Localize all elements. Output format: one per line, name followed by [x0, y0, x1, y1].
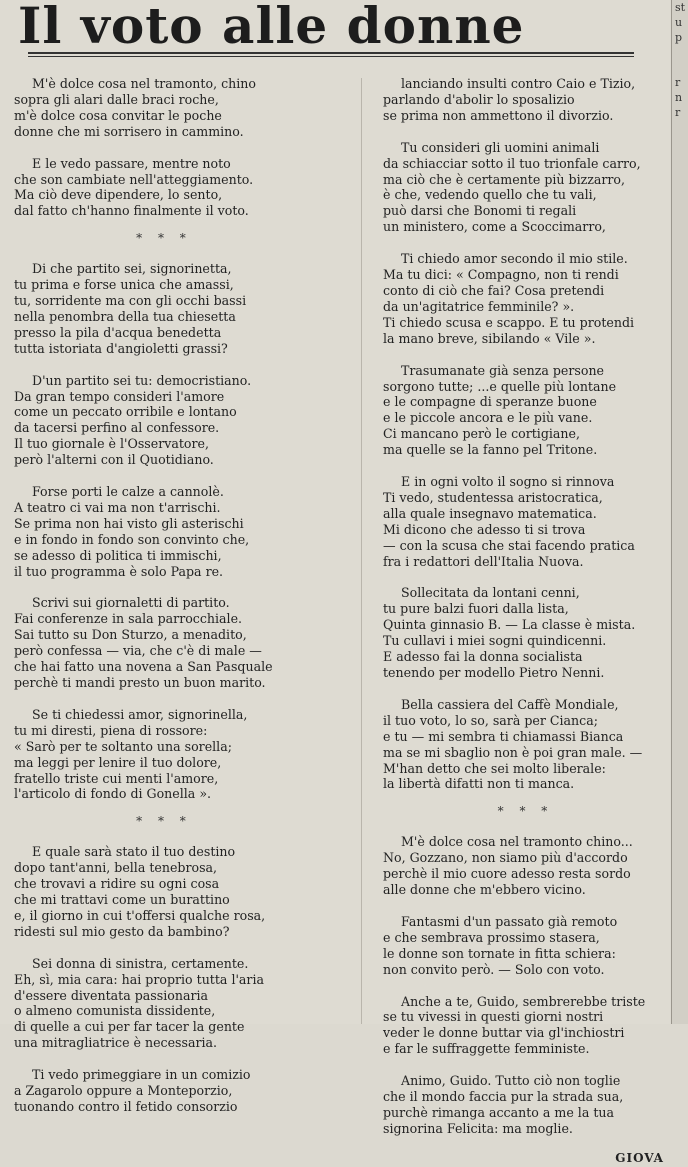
poem-line: Se prima non hai visto gli asterischi — [14, 515, 244, 531]
poem-line: Tu consideri gli uomini animali — [401, 139, 600, 155]
poem-line: come un peccato orribile e lontano — [14, 404, 237, 420]
poem-stanza — [383, 994, 668, 1058]
poem-line: sorgono tutte; ...e quelle più lontane — [383, 378, 617, 394]
poem-line: non convito però. — Solo con voto. — [383, 961, 605, 977]
poem-line: dal fatto ch'hanno finalmente il voto. — [14, 203, 249, 219]
poem-line: un ministero, come a Scoccimarro, — [383, 219, 606, 235]
poem-line: Quinta ginnasio B. — La classe è mista. — [383, 617, 636, 633]
poem-line: Da gran tempo consideri l'amore — [14, 388, 225, 404]
poem-line: fratello triste cui menti l'amore, — [14, 770, 219, 786]
poem-line: Di che partito sei, signorinetta, — [32, 261, 232, 277]
poem-stanza — [14, 956, 344, 1051]
edge-fragment-text: p — [675, 31, 683, 44]
poem-line: la mano breve, sibilando « Vile ». — [383, 330, 596, 346]
poem-stanza — [383, 140, 668, 235]
poem-line: è che, vedendo quello che tu vali, — [383, 187, 597, 203]
poem-stanza — [383, 697, 668, 792]
poem-stanza — [14, 1067, 344, 1115]
poem-line: ma ciò che è certamente più bizzarro, — [383, 171, 626, 187]
poem-line: il tuo programma è solo Papa re. — [14, 563, 224, 579]
poem-line: Scrivi sui giornaletti di partito. — [32, 595, 230, 611]
poem-stanza — [14, 707, 344, 802]
poem-line: da tacersi perfino al confessore. — [14, 420, 220, 436]
poem-line: e, il giorno in cui t'offersi qualche rosa, — [14, 907, 266, 923]
poem-stanza — [383, 834, 668, 898]
poem-line: a Zagarolo oppure a Monteporzio, — [14, 1083, 233, 1099]
poem-line: No, Gozzano, non siamo più d'accordo — [383, 850, 628, 866]
left-column — [14, 76, 344, 1131]
poem-line: — con la scusa che stai facendo pratica — [383, 537, 635, 553]
poem-stanza — [14, 484, 344, 579]
section-separator: * * * — [497, 804, 554, 819]
poem-line: Sollecitata da lontani cenni, — [401, 585, 580, 601]
author-signature: GIOVA — [615, 1150, 664, 1165]
poem-line: però confessa — via, che c'è di male — — [14, 643, 262, 659]
poem-line: tu, sorridente ma con gli occhi bassi — [14, 292, 247, 308]
poem-line: dopo tant'anni, bella tenebrosa, — [14, 860, 218, 876]
poem-line: e che sembrava prossimo stasera, — [383, 929, 600, 945]
poem-line: M'è dolce cosa nel tramonto, chino — [32, 76, 256, 91]
poem-line: E adesso fai la donna socialista — [383, 649, 583, 665]
poem-line: tenendo per modello Pietro Nenni. — [383, 665, 605, 680]
poem-line: alle donne che m'ebbero vicino. — [383, 881, 586, 897]
article-title: Il voto alle donne — [18, 0, 525, 55]
poem-line: che hai fatto una novena a San Pasquale — [14, 659, 273, 675]
poem-line: Ma tu dici: « Compagno, non ti rendi — [383, 267, 619, 283]
poem-stanza — [14, 76, 344, 140]
poem-line: Il tuo giornale è l'Osservatore, — [14, 436, 209, 452]
poem-stanza — [383, 251, 668, 346]
poem-stanza — [14, 156, 344, 220]
poem-line: Ti chiedo scusa e scappo. E tu protendi — [383, 314, 635, 330]
poem-line: ma leggi per lenire il tuo dolore, — [14, 754, 222, 770]
right-column — [383, 76, 668, 1167]
poem-line: tutta istoriata d'angioletti grassi? — [14, 340, 228, 356]
edge-fragment-text: n — [675, 91, 683, 104]
poem-line: perchè il mio cuore adesso resta sordo — [383, 866, 631, 882]
edge-fragment-text — [672, 60, 688, 75]
poem-line: veder le donne buttar via gl'inchiostri — [383, 1025, 625, 1041]
poem-line: parlando d'abolir lo sposalizio — [383, 91, 575, 107]
poem-line: ma se mi sbaglio non è poi gran male. — — [383, 744, 643, 760]
poem-stanza — [383, 585, 668, 680]
poem-line: Ti vedo primeggiare in un comizio — [32, 1067, 251, 1083]
poem-line: purchè rimanga accanto a me la tua — [383, 1104, 615, 1120]
poem-line: perchè ti mandi presto un buon marito. — [14, 675, 266, 690]
poem-line: M'è dolce cosa nel tramonto chino... — [401, 834, 633, 850]
poem-stanza — [383, 914, 668, 978]
poem-line: se prima non ammettono il divorzio. — [383, 107, 614, 123]
poem-line: ma quelle se la fanno pel Tritone. — [383, 442, 598, 458]
poem-line: la libertà difatti non ti manca. — [383, 776, 575, 792]
poem-line: E le vedo passare, mentre noto — [32, 155, 231, 171]
poem-line: una mitragliatrice è necessaria. — [14, 1035, 218, 1051]
poem-line: donne che mi sorrisero in cammino. — [14, 123, 244, 139]
poem-line: d'essere diventata passionaria — [14, 987, 209, 1003]
poem-line: Anche a te, Guido, sembrerebbe triste — [401, 993, 646, 1009]
poem-line: ridesti sul mio gesto da bambino? — [14, 923, 230, 939]
section-separator: * * * — [136, 814, 192, 829]
title-rule-thin — [28, 56, 634, 57]
poem-line: può darsi che Bonomi ti regali — [383, 203, 577, 219]
poem-line: nella penombra della tua chiesetta — [14, 308, 236, 324]
poem-line: Ti vedo, studentessa aristocratica, — [383, 489, 603, 505]
poem-line: E quale sarà stato il tuo destino — [32, 844, 236, 860]
edge-fragment-text — [672, 45, 688, 60]
poem-line: e le compagne di speranze buone — [383, 394, 597, 410]
poem-line: alla quale insegnavo matematica. — [383, 505, 597, 521]
poem-line: che mi trattavi come un burattino — [14, 891, 230, 907]
poem-stanza — [383, 1073, 668, 1137]
poem-line: tu mi diresti, piena di rossore: — [14, 722, 208, 738]
poem-line: le donne son tornate in fitta schiera: — [383, 945, 616, 961]
poem-line: che trovavi a ridire su ogni cosa — [14, 876, 220, 892]
poem-line: Animo, Guido. Tutto ciò non toglie — [401, 1073, 621, 1089]
poem-line: sopra gli alari dalle braci roche, — [14, 91, 219, 107]
poem-line: Mi dicono che adesso ti si trova — [383, 521, 586, 537]
poem-line: se tu vivessi in questi giorni nostri — [383, 1009, 604, 1025]
poem-stanza — [383, 474, 668, 569]
poem-line: E in ogni volto il sogno si rinnova — [401, 474, 615, 490]
poem-line: Sei donna di sinistra, certamente. — [32, 955, 249, 971]
poem-stanza — [14, 261, 344, 356]
poem-stanza — [14, 844, 344, 939]
poem-line: però l'alterni con il Quotidiano. — [14, 452, 214, 468]
poem-line: D'un partito sei tu: democristiano. — [32, 372, 252, 388]
poem-line: e tu — mi sembra ti chiamassi Bianca — [383, 728, 624, 744]
poem-line: M'han detto che sei molto liberale: — [383, 760, 606, 776]
poem-line: il tuo voto, lo so, sarà per Cianca; — [383, 712, 598, 728]
poem-line: Eh, sì, mia cara: hai proprio tutta l'aria — [14, 971, 264, 987]
poem-line: tuonando contro il fetido consorzio — [14, 1098, 238, 1114]
poem-line: Ma ciò deve dipendere, lo sento, — [14, 187, 223, 203]
poem-line: e le piccole ancora e le più vane. — [383, 410, 593, 426]
poem-line: Fai conferenze in sala parrocchiale. — [14, 611, 243, 627]
poem-line: Sai tutto su Don Sturzo, a menadito, — [14, 627, 247, 643]
section-separator: * * * — [136, 231, 192, 246]
poem-line: e in fondo in fondo son convinto che, — [14, 531, 250, 547]
poem-line: m'è dolce cosa convitar le poche — [14, 107, 222, 123]
edge-fragment-text: u — [675, 16, 683, 29]
poem-line: tu prima e forse unica che amassi, — [14, 277, 234, 293]
poem-line: tu pure balzi fuori dalla lista, — [383, 601, 569, 617]
poem-line: lanciando insulti contro Caio e Tizio, — [401, 76, 636, 91]
poem-line: che son cambiate nell'atteggiamento. — [14, 171, 254, 187]
poem-line: « Sarò per te soltanto una sorella; — [14, 738, 232, 754]
poem-line: Ti chiedo amor secondo il mio stile. — [401, 251, 628, 267]
poem-line: e far le suffraggette femministe. — [383, 1041, 590, 1057]
edge-fragment-text: st — [675, 1, 686, 14]
poem-line: Fantasmi d'un passato già remoto — [401, 913, 618, 929]
poem-line: Se ti chiedessi amor, signorinella, — [32, 706, 248, 722]
poem-stanza — [14, 595, 344, 690]
poem-line: che il mondo faccia pur la strada sua, — [383, 1089, 624, 1105]
poem-line: o almeno comunista dissidente, — [14, 1003, 216, 1019]
poem-stanza — [383, 76, 668, 124]
poem-line: se adesso di politica ti immischi, — [14, 547, 222, 563]
poem-stanza — [383, 363, 668, 458]
poem-line: signorina Felicita: ma moglie. — [383, 1120, 573, 1136]
edge-fragment-text: r — [675, 106, 681, 119]
poem-line: A teatro ci vai ma non t'arrischi. — [14, 499, 221, 515]
edge-fragment-text: r — [675, 76, 681, 89]
adjacent-page-edge — [671, 0, 688, 1024]
poem-line: da un'agitatrice femminile? ». — [383, 298, 575, 314]
poem-line: di quelle a cui per far tacer la gente — [14, 1019, 245, 1035]
poem-line: Forse porti le calze a cannolè. — [32, 484, 224, 500]
poem-line: Bella cassiera del Caffè Mondiale, — [401, 696, 619, 712]
poem-line: conto di ciò che fai? Cosa pretendi — [383, 282, 605, 298]
poem-line: fra i redattori dell'Italia Nuova. — [383, 553, 584, 569]
title-rule — [28, 52, 634, 54]
poem-line: Tu cullavi i miei sogni quindicenni. — [383, 633, 607, 649]
poem-stanza — [14, 373, 344, 468]
column-divider — [361, 78, 362, 1024]
poem-line: l'articolo di fondo di Gonella ». — [14, 786, 212, 802]
poem-line: presso la pila d'acqua benedetta — [14, 324, 222, 340]
poem-line: Trasumanate già senza persone — [401, 362, 605, 378]
poem-line: Ci mancano però le cortigiane, — [383, 426, 580, 442]
poem-line: da schiacciar sotto il tuo trionfale carro, — [383, 155, 641, 171]
